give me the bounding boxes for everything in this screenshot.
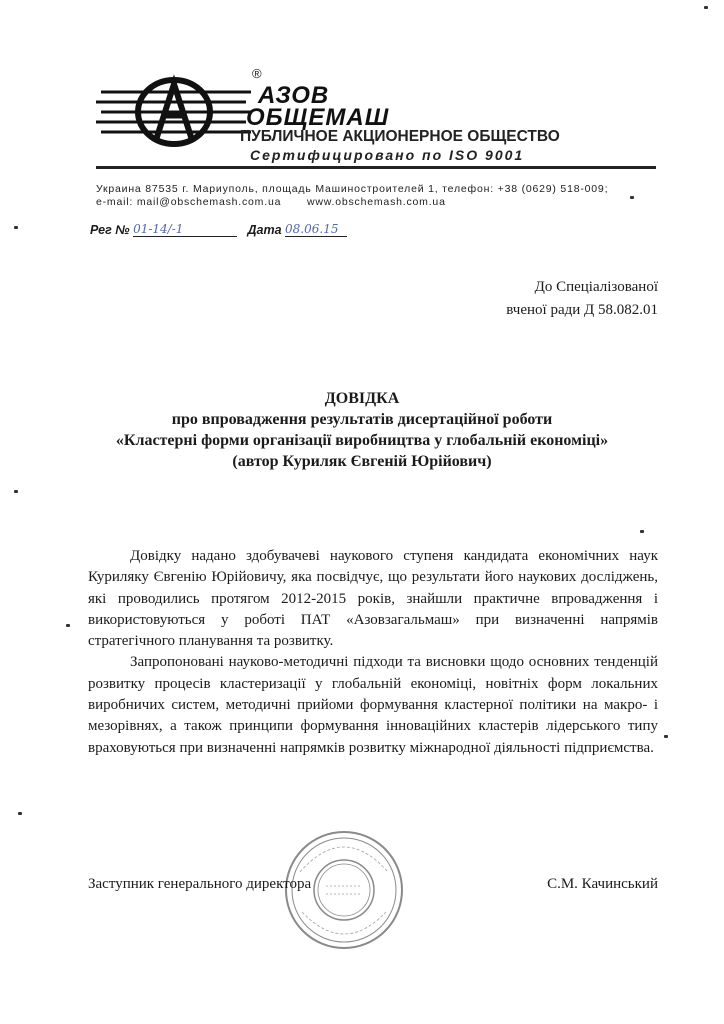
reg-number-value: 01-14/-1 — [133, 222, 184, 236]
scan-speck — [704, 6, 708, 9]
reg-label: Рег № — [90, 223, 130, 237]
date-value: 08.06.15 — [285, 222, 339, 236]
date-label: Дата — [247, 223, 282, 237]
reg-number-field — [133, 222, 237, 237]
scan-speck — [18, 812, 22, 815]
scan-speck — [14, 490, 18, 493]
company-address: Украина 87535 г. Мариуполь, площадь Машиностроителей 1, телефон: +38 (0629) 518-009; — [96, 183, 609, 195]
document-body — [88, 546, 658, 759]
scan-speck — [630, 196, 634, 199]
body-paragraph-2: Запропоновані науково-методичні підходи та висновки щодо основних тенденцій розвитку процесів кластеризації у глобальній економіці, новітніх форм локальних виробничих систем, методичні прийоми формування кластерної політики на макро- і мезорівнях, а також принципи формування інноваційних кластерів лідерського типу враховуються при визначенні напрямків розвитку міжнародної діяльності підприємства. — [88, 654, 658, 756]
company-contacts — [96, 196, 468, 208]
certification-line: Сертифицировано по ISO 9001 — [250, 147, 525, 163]
company-website: www.obschemash.com.ua — [306, 196, 446, 208]
title-heading: ДОВІДКА — [324, 390, 400, 407]
signatory-name: С.М. Качинський — [547, 876, 658, 892]
scan-speck — [664, 735, 668, 738]
letterhead-divider — [96, 166, 656, 169]
registered-mark: ® — [252, 66, 262, 81]
title-line-2: про впровадження результатів дисертаційної роботи — [171, 411, 553, 428]
signatory-position: Заступник генерального директора — [88, 876, 312, 892]
brand-line-1: АЗОВ — [258, 82, 330, 109]
company-logo — [96, 70, 261, 160]
addressee-block — [506, 276, 658, 322]
brand-line-2: ОБЩЕМАШ — [246, 104, 390, 131]
date-field — [285, 222, 347, 237]
addressee-line-2: вченої ради Д 58.082.01 — [506, 302, 658, 318]
document-title — [0, 388, 724, 472]
scan-speck — [14, 226, 18, 229]
company-email: e-mail: mail@obschemash.com.ua — [96, 196, 282, 208]
body-paragraph-1: Довідку надано здобувачеві наукового ступеня кандидата економічних наук Куриляку Євгенію Юрійовичу, яка посвідчує, що результати його наукових досліджень, які проводились протягом 2012-2015 років, знайшли практичне впровадження і використовуються у роботі ПАТ «Азовзагальмаш» при визначенні напрямів стратегічного планування та розвитку. — [88, 548, 658, 650]
scan-speck — [66, 624, 70, 627]
signature-block — [88, 876, 658, 893]
company-type: ПУБЛИЧНОЕ АКЦИОНЕРНОЕ ОБЩЕСТВО — [240, 128, 560, 145]
addressee-line-1: До Спеціалізованої — [534, 279, 658, 295]
scan-speck — [640, 530, 644, 533]
registration-line — [90, 222, 347, 237]
title-line-4: (автор Куриляк Євгеній Юрійович) — [232, 453, 492, 470]
title-line-3: «Кластерні форми організації виробництва у глобальній економіці» — [115, 432, 609, 449]
